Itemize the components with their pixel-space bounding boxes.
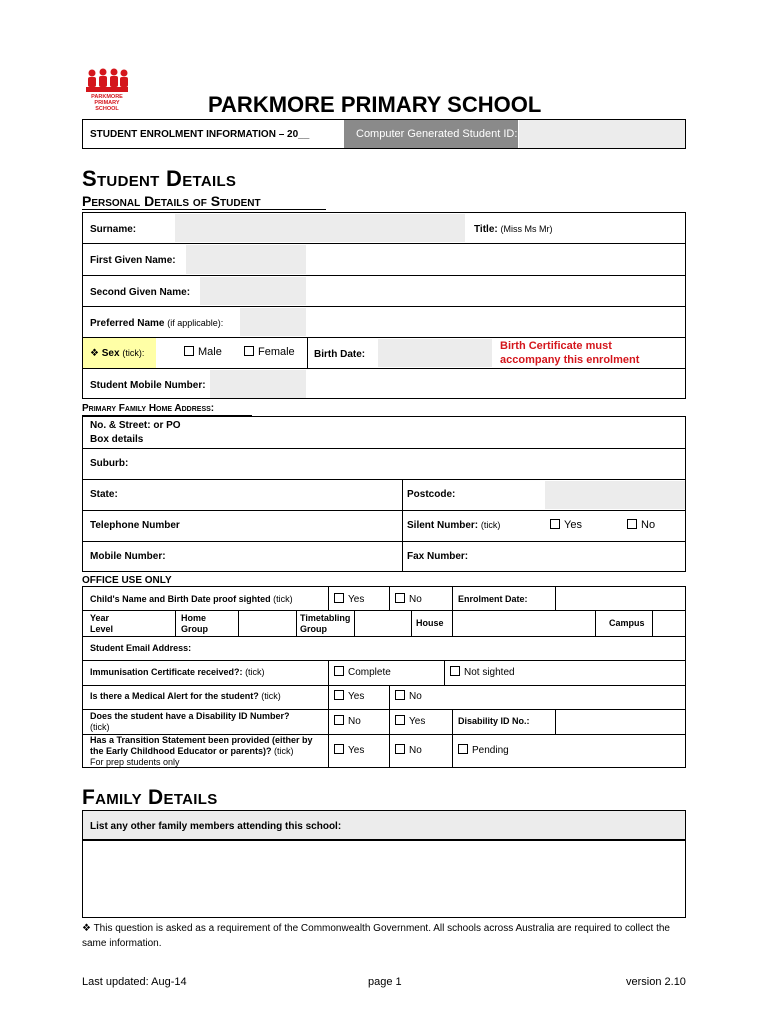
campus-label: Campus: [609, 618, 645, 628]
fax-label: Fax Number:: [407, 551, 469, 562]
house-label: House: [416, 618, 444, 628]
diamond-icon: ❖: [82, 923, 91, 934]
school-name: PARKMORE PRIMARY SCHOOL: [208, 92, 542, 117]
transition-no-option[interactable]: No: [395, 744, 422, 756]
checkbox-icon: [334, 593, 344, 603]
disability-id-label: Disability ID No.:: [458, 716, 530, 726]
version: version 2.10: [626, 976, 686, 988]
checkbox-icon: [550, 519, 560, 529]
family-mobile-label: Mobile Number:: [90, 551, 166, 562]
first-name-input[interactable]: [186, 245, 306, 274]
enrolment-info: STUDENT ENROLMENT INFORMATION – 20__: [90, 129, 310, 140]
address-section-title: Primary Family Home Address:: [82, 403, 215, 414]
medical-alert-label: Is there a Medical Alert for the student? (tick): [90, 691, 281, 701]
proof-yes-option[interactable]: Yes: [334, 593, 364, 605]
postcode-input[interactable]: [545, 481, 685, 509]
state-label: State:: [90, 489, 118, 500]
telephone-label: Telephone Number: [90, 520, 180, 531]
checkbox-icon: [334, 666, 344, 676]
medical-yes-option[interactable]: Yes: [334, 690, 364, 702]
checkbox-icon: [395, 593, 405, 603]
diamond-icon: ❖: [90, 348, 99, 359]
svg-text:PRIMARY: PRIMARY: [94, 100, 120, 106]
svg-text:SCHOOL: SCHOOL: [95, 106, 119, 112]
suburb-label: Suburb:: [90, 458, 129, 469]
second-name-input[interactable]: [200, 277, 306, 305]
email-label: Student Email Address:: [90, 643, 192, 653]
student-mobile-label: Student Mobile Number:: [90, 380, 206, 391]
birth-cert-note: Birth Certificate must accompany this enrolment: [500, 340, 640, 366]
computer-id-label: Computer Generated Student ID:: [356, 128, 518, 140]
transition-yes-option[interactable]: Yes: [334, 744, 364, 756]
year-level-label: Year Level: [90, 613, 114, 634]
office-section-title: OFFICE USE ONLY: [82, 575, 172, 586]
proof-no-option[interactable]: No: [395, 593, 422, 605]
checkbox-icon: [184, 346, 194, 356]
sex-label: ❖ Sex (tick):: [90, 348, 145, 359]
silent-yes-option[interactable]: Yes: [550, 519, 582, 531]
id-input[interactable]: [519, 120, 685, 148]
title-label: Title: (Miss Ms Mr): [474, 224, 553, 235]
checkbox-icon: [334, 715, 344, 725]
footnote: ❖ This question is asked as a requirement of the Commonwealth Government. All schools across Australia are required to collect the same information.: [82, 923, 670, 949]
postcode-label: Postcode:: [407, 489, 456, 500]
student-mobile-input[interactable]: [210, 370, 306, 398]
first-name-label: First Given Name:: [90, 255, 176, 266]
disability-no-option[interactable]: No: [334, 715, 361, 727]
checkbox-icon: [395, 690, 405, 700]
last-updated: Last updated: Aug-14: [82, 976, 187, 988]
checkbox-icon: [395, 744, 405, 754]
birth-date-input[interactable]: [378, 339, 492, 367]
transition-label: Has a Transition Statement been provided (either by the Early Childhood Educator or parents)? (tick) For prep students only: [90, 735, 313, 767]
checkbox-icon: [627, 519, 637, 529]
family-section-title: Family Details: [82, 786, 218, 809]
home-group-label: Home Group: [181, 613, 208, 634]
enrolment-date-label: Enrolment Date:: [458, 594, 528, 604]
immunisation-not-sighted-option[interactable]: Not sighted: [450, 666, 515, 678]
surname-input[interactable]: [175, 214, 465, 242]
proof-label: Child's Name and Birth Date proof sighted (tick): [90, 594, 293, 604]
disability-label: Does the student have a Disability ID Number? (tick): [90, 711, 290, 732]
birth-date-label: Birth Date:: [314, 349, 366, 360]
personal-subsection-title: Personal Details of Student: [82, 193, 261, 209]
sex-male-option[interactable]: Male: [184, 346, 222, 358]
immunisation-label: Immunisation Certificate received?: (tick): [90, 667, 265, 677]
page-number: page 1: [368, 976, 402, 988]
timetabling-group-label: Timetabling Group: [300, 613, 351, 634]
second-name-label: Second Given Name:: [90, 287, 191, 298]
immunisation-complete-option[interactable]: Complete: [334, 666, 391, 678]
silent-number-label: Silent Number: (tick): [407, 520, 501, 531]
medical-no-option[interactable]: No: [395, 690, 422, 702]
sex-female-option[interactable]: Female: [244, 346, 295, 358]
preferred-name-input[interactable]: [240, 308, 306, 336]
family-list-label: List any other family members attending this school:: [90, 821, 342, 832]
svg-text:PARKMORE: PARKMORE: [91, 94, 123, 100]
preferred-name-label: Preferred Name (if applicable):: [90, 318, 224, 329]
surname-label: Surname:: [90, 224, 137, 235]
checkbox-icon: [244, 346, 254, 356]
family-list-input[interactable]: [82, 840, 686, 918]
checkbox-icon: [334, 744, 344, 754]
school-logo: [84, 68, 130, 114]
street-label: No. & Street: or PO Box details: [90, 420, 181, 445]
silent-no-option[interactable]: No: [627, 519, 655, 531]
transition-pending-option[interactable]: Pending: [458, 744, 509, 756]
disability-yes-option[interactable]: Yes: [395, 715, 425, 727]
checkbox-icon: [450, 666, 460, 676]
student-section-title: Student Details: [82, 166, 237, 191]
checkbox-icon: [334, 690, 344, 700]
checkbox-icon: [458, 744, 468, 754]
checkbox-icon: [395, 715, 405, 725]
